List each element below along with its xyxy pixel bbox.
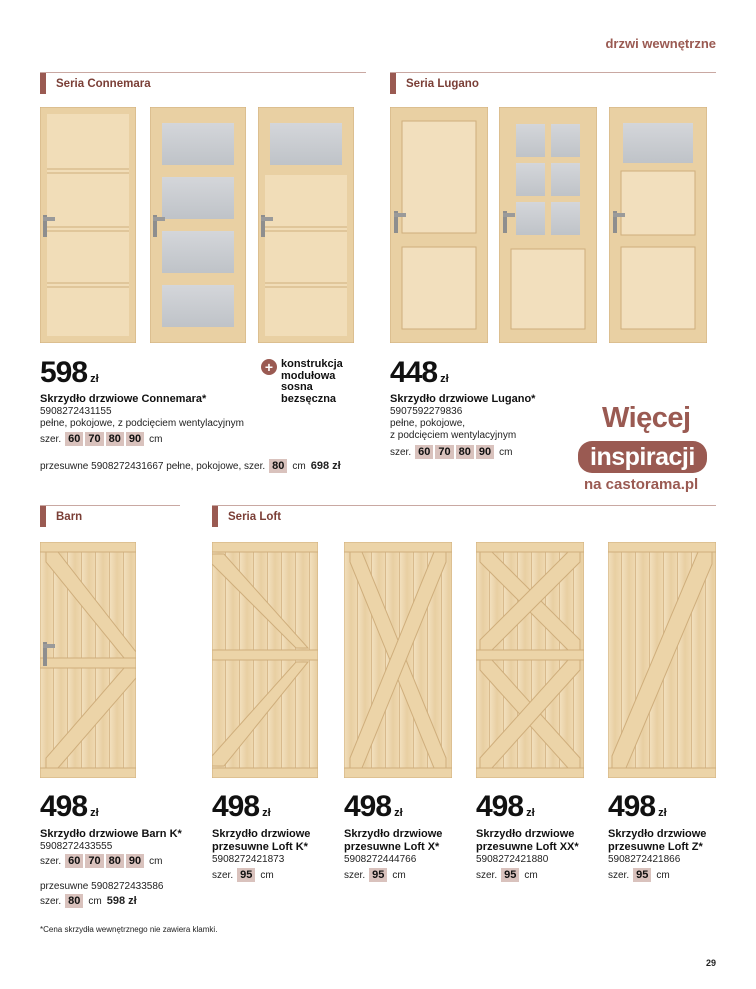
section-title: Seria Loft [228,511,282,523]
door-connemara-solid-image [40,107,136,343]
size-tag: 95 [501,868,519,882]
product-name-loft-x: Skrzydło drzwiowe przesuwne Loft X* [344,828,443,853]
product-name-loft-xx: Skrzydło drzwiowe przesuwne Loft XX* [476,828,579,853]
section-accent-bar [40,73,46,94]
page-category: drzwi wewnętrzne [605,36,716,51]
section-title: Seria Connemara [56,78,151,90]
section-title: Barn [56,511,83,523]
price-lugano: 448 zł [390,356,449,389]
product-name-lugano: Skrzydło drzwiowe Lugano* [390,393,536,405]
product-name-loft-z: Skrzydło drzwiowe przesuwne Loft Z* [608,828,707,853]
promo-line-2[interactable]: inspiracji [578,441,707,473]
door-loft-z-image [608,542,716,778]
size-list-loft-x: szer. 95 cm [344,869,406,881]
plus-icon: + [261,359,277,375]
size-tag: 80 [106,854,124,868]
sliding-price: 698 zł [310,460,341,472]
product-code-loft-z: 5908272421866 [608,854,681,865]
door-loft-xx-image [476,542,584,778]
door-connemara-glass1-image [258,107,354,343]
door-lugano-glass6-image [499,107,597,343]
size-tag: 80 [65,894,83,908]
size-list-lugano: szer. 60 70 80 90 cm [390,446,513,458]
section-header-connemara [40,72,366,92]
size-tag: 60 [415,445,433,459]
door-loft-x-image [344,542,452,778]
size-list-loft-k: szer. 95 cm [212,869,274,881]
size-tag: 80 [269,459,287,473]
sliding-variant-barn-code: przesuwne 5908272433586 [40,881,164,892]
size-tag: 95 [369,868,387,882]
door-barn-k-image [40,542,136,778]
product-code-lugano: 5907592279836 [390,406,463,417]
product-code-loft-k: 5908272421873 [212,854,285,865]
size-list-connemara: szer. 60 70 80 90 cm [40,433,163,445]
price-loft-xx: 498 zł [476,790,535,823]
section-accent-bar [40,506,46,527]
product-code-loft-x: 5908272444766 [344,854,417,865]
sliding-price: 598 zł [106,895,137,907]
door-connemara-glass4-image [150,107,246,343]
section-header-barn [40,505,180,525]
price-connemara: 598 zł [40,356,99,389]
size-tag: 60 [65,432,83,446]
price-loft-z: 498 zł [608,790,667,823]
size-tag: 90 [126,854,144,868]
footnote: *Cena skrzydła wewnętrznego nie zawiera klamki. [40,925,218,934]
product-desc-connemara: pełne, pokojowe, z podcięciem wentylacyjnym [40,418,244,429]
feature-badge: + konstrukcja modułowa sosna bezsęczna [261,359,343,405]
section-accent-bar [390,73,396,94]
size-tag: 60 [65,854,83,868]
size-list-barn: szer. 60 70 80 90 cm [40,855,163,867]
door-loft-k-image [212,542,318,778]
size-tag: 95 [633,868,651,882]
door-lugano-solid-image [390,107,488,343]
promo-link[interactable]: na castorama.pl [584,476,699,493]
product-code-barn: 5908272433555 [40,841,113,852]
size-tag: 70 [85,432,103,446]
price-barn: 498 zł [40,790,99,823]
size-tag: 70 [85,854,103,868]
price-loft-k: 498 zł [212,790,271,823]
product-name-loft-k: Skrzydło drzwiowe przesuwne Loft K* [212,828,311,853]
sliding-variant-connemara: przesuwne 5908272431667 pełne, pokojowe, szer. 80 cm 698 zł [40,460,341,472]
product-code-loft-xx: 5908272421880 [476,854,549,865]
product-code-connemara: 5908272431155 [40,406,112,417]
section-header-loft [212,505,716,525]
price-loft-x: 498 zł [344,790,403,823]
sliding-variant-barn: szer. 80 cm 598 zł [40,895,137,907]
product-name-barn: Skrzydło drzwiowe Barn K* [40,828,182,840]
size-tag: 90 [476,445,494,459]
size-list-loft-xx: szer. 95 cm [476,869,538,881]
size-tag: 90 [126,432,144,446]
size-tag: 80 [106,432,124,446]
size-tag: 70 [435,445,453,459]
size-tag: 95 [237,868,255,882]
product-name-connemara: Skrzydło drzwiowe Connemara* [40,393,207,405]
promo-line-1: Więcej [602,402,691,434]
size-tag: 80 [456,445,474,459]
page-number: 29 [705,958,716,968]
size-list-loft-z: szer. 95 cm [608,869,670,881]
product-desc-lugano: pełne, pokojowe, z podcięciem wentylacyjnym [390,418,517,441]
section-header-lugano [390,72,716,92]
section-accent-bar [212,506,218,527]
section-title: Seria Lugano [406,78,479,90]
door-lugano-glass1-image [609,107,707,343]
